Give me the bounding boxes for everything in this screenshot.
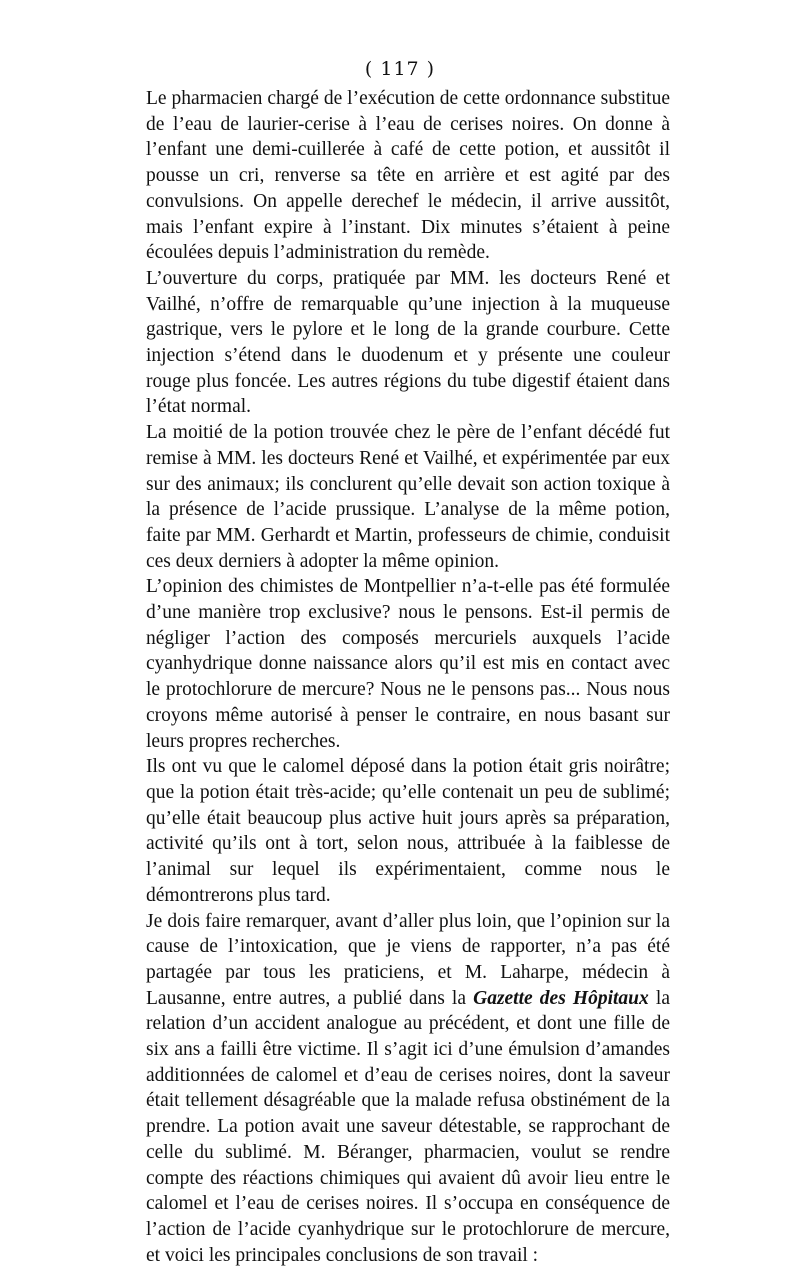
paragraph: L’ouverture du corps, pratiquée par MM. les docteurs René et Vailhé, n’offre de remarquable qu’une injection à la muqueuse gastrique, vers le pylore et le long de la grande courbure. Cette injection s’étend dans le duodenum et y présente une couleur rouge plus foncée. Les autres régions du tube digestif étaient dans l’état normal. xyxy=(146,266,670,420)
paragraph: Le pharmacien chargé de l’exécution de cette ordonnance substitue de l’eau de laurier-cerise à l’eau de cerises noires. On donne à l’enfant une demi-cuillerée à café de cette potion, et aussitôt il pousse un cri, renverse sa tête en arrière et est agité par des convulsions. On appelle derechef le médecin, il arrive aussitôt, mais l’enfant expire à l’instant. Dix minutes s’étaient à peine écoulées depuis l’administration du remède. xyxy=(146,86,670,266)
paragraph xyxy=(146,909,670,1268)
paragraph: Ils ont vu que le calomel déposé dans la potion était gris noirâtre; que la potion était très-acide; qu’elle contenait un peu de sublimé; qu’elle était beaucoup plus active huit jours après sa préparation, activité qu’ils ont à tort, selon nous, attribuée à la faiblesse de l’animal sur lequel ils expérimentaient, comme nous le démontrerons plus tard. xyxy=(146,754,670,908)
paragraph-text: Je dois faire remarquer, avant d’aller plus loin, que l’opinion sur la cause de l’intoxication, que je viens de rapporter, n’a pas été partagée par tous les praticiens, et M. Laharpe, médecin à Lausanne, entre autres, a publié dans la xyxy=(146,911,670,1009)
body-text xyxy=(146,86,670,1268)
page-number: ( 117 ) xyxy=(0,58,800,80)
paragraph-text: la relation d’un accident analogue au précédent, et dont une fille de six ans a failli être victime. Il s’agit ici d’une émulsion d’amandes additionnées de calomel et d’eau de cerises noires, dont la saveur était tellement désagréable que la malade refusa obstinément de la prendre. La potion avait une saveur détestable, se rapprochant de celle du sublimé. M. Béranger, pharmacien, voulut se rendre compte des réactions chimiques qui avaient dû avoir lieu entre le calomel et l’eau de cerises noires. Il s’occupa en conséquence de l’action de l’acide cyanhydrique sur le protochlorure de mercure, et voici les principales conclusions de son travail : xyxy=(146,988,670,1266)
paragraph: La moitié de la potion trouvée chez le père de l’enfant décédé fut remise à MM. les docteurs René et Vailhé, et expérimentée par eux sur des animaux; ils conclurent qu’elle devait son action toxique à la présence de l’acide prussique. L’analyse de la même potion, faite par MM. Gerhardt et Martin, professeurs de chimie, conduisit ces deux derniers à adopter la même opinion. xyxy=(146,420,670,574)
journal-title: Gazette des Hôpitaux xyxy=(473,988,649,1009)
paragraph: L’opinion des chimistes de Montpellier n’a-t-elle pas été formulée d’une manière trop exclusive? nous le pensons. Est-il permis de négliger l’action des composés mercuriels auxquels l’acide cyanhydrique donne naissance alors qu’il est mis en contact avec le protochlorure de mercure? Nous ne le pensons pas... Nous nous croyons même autorisé à penser le contraire, en nous basant sur leurs propres recherches. xyxy=(146,574,670,754)
